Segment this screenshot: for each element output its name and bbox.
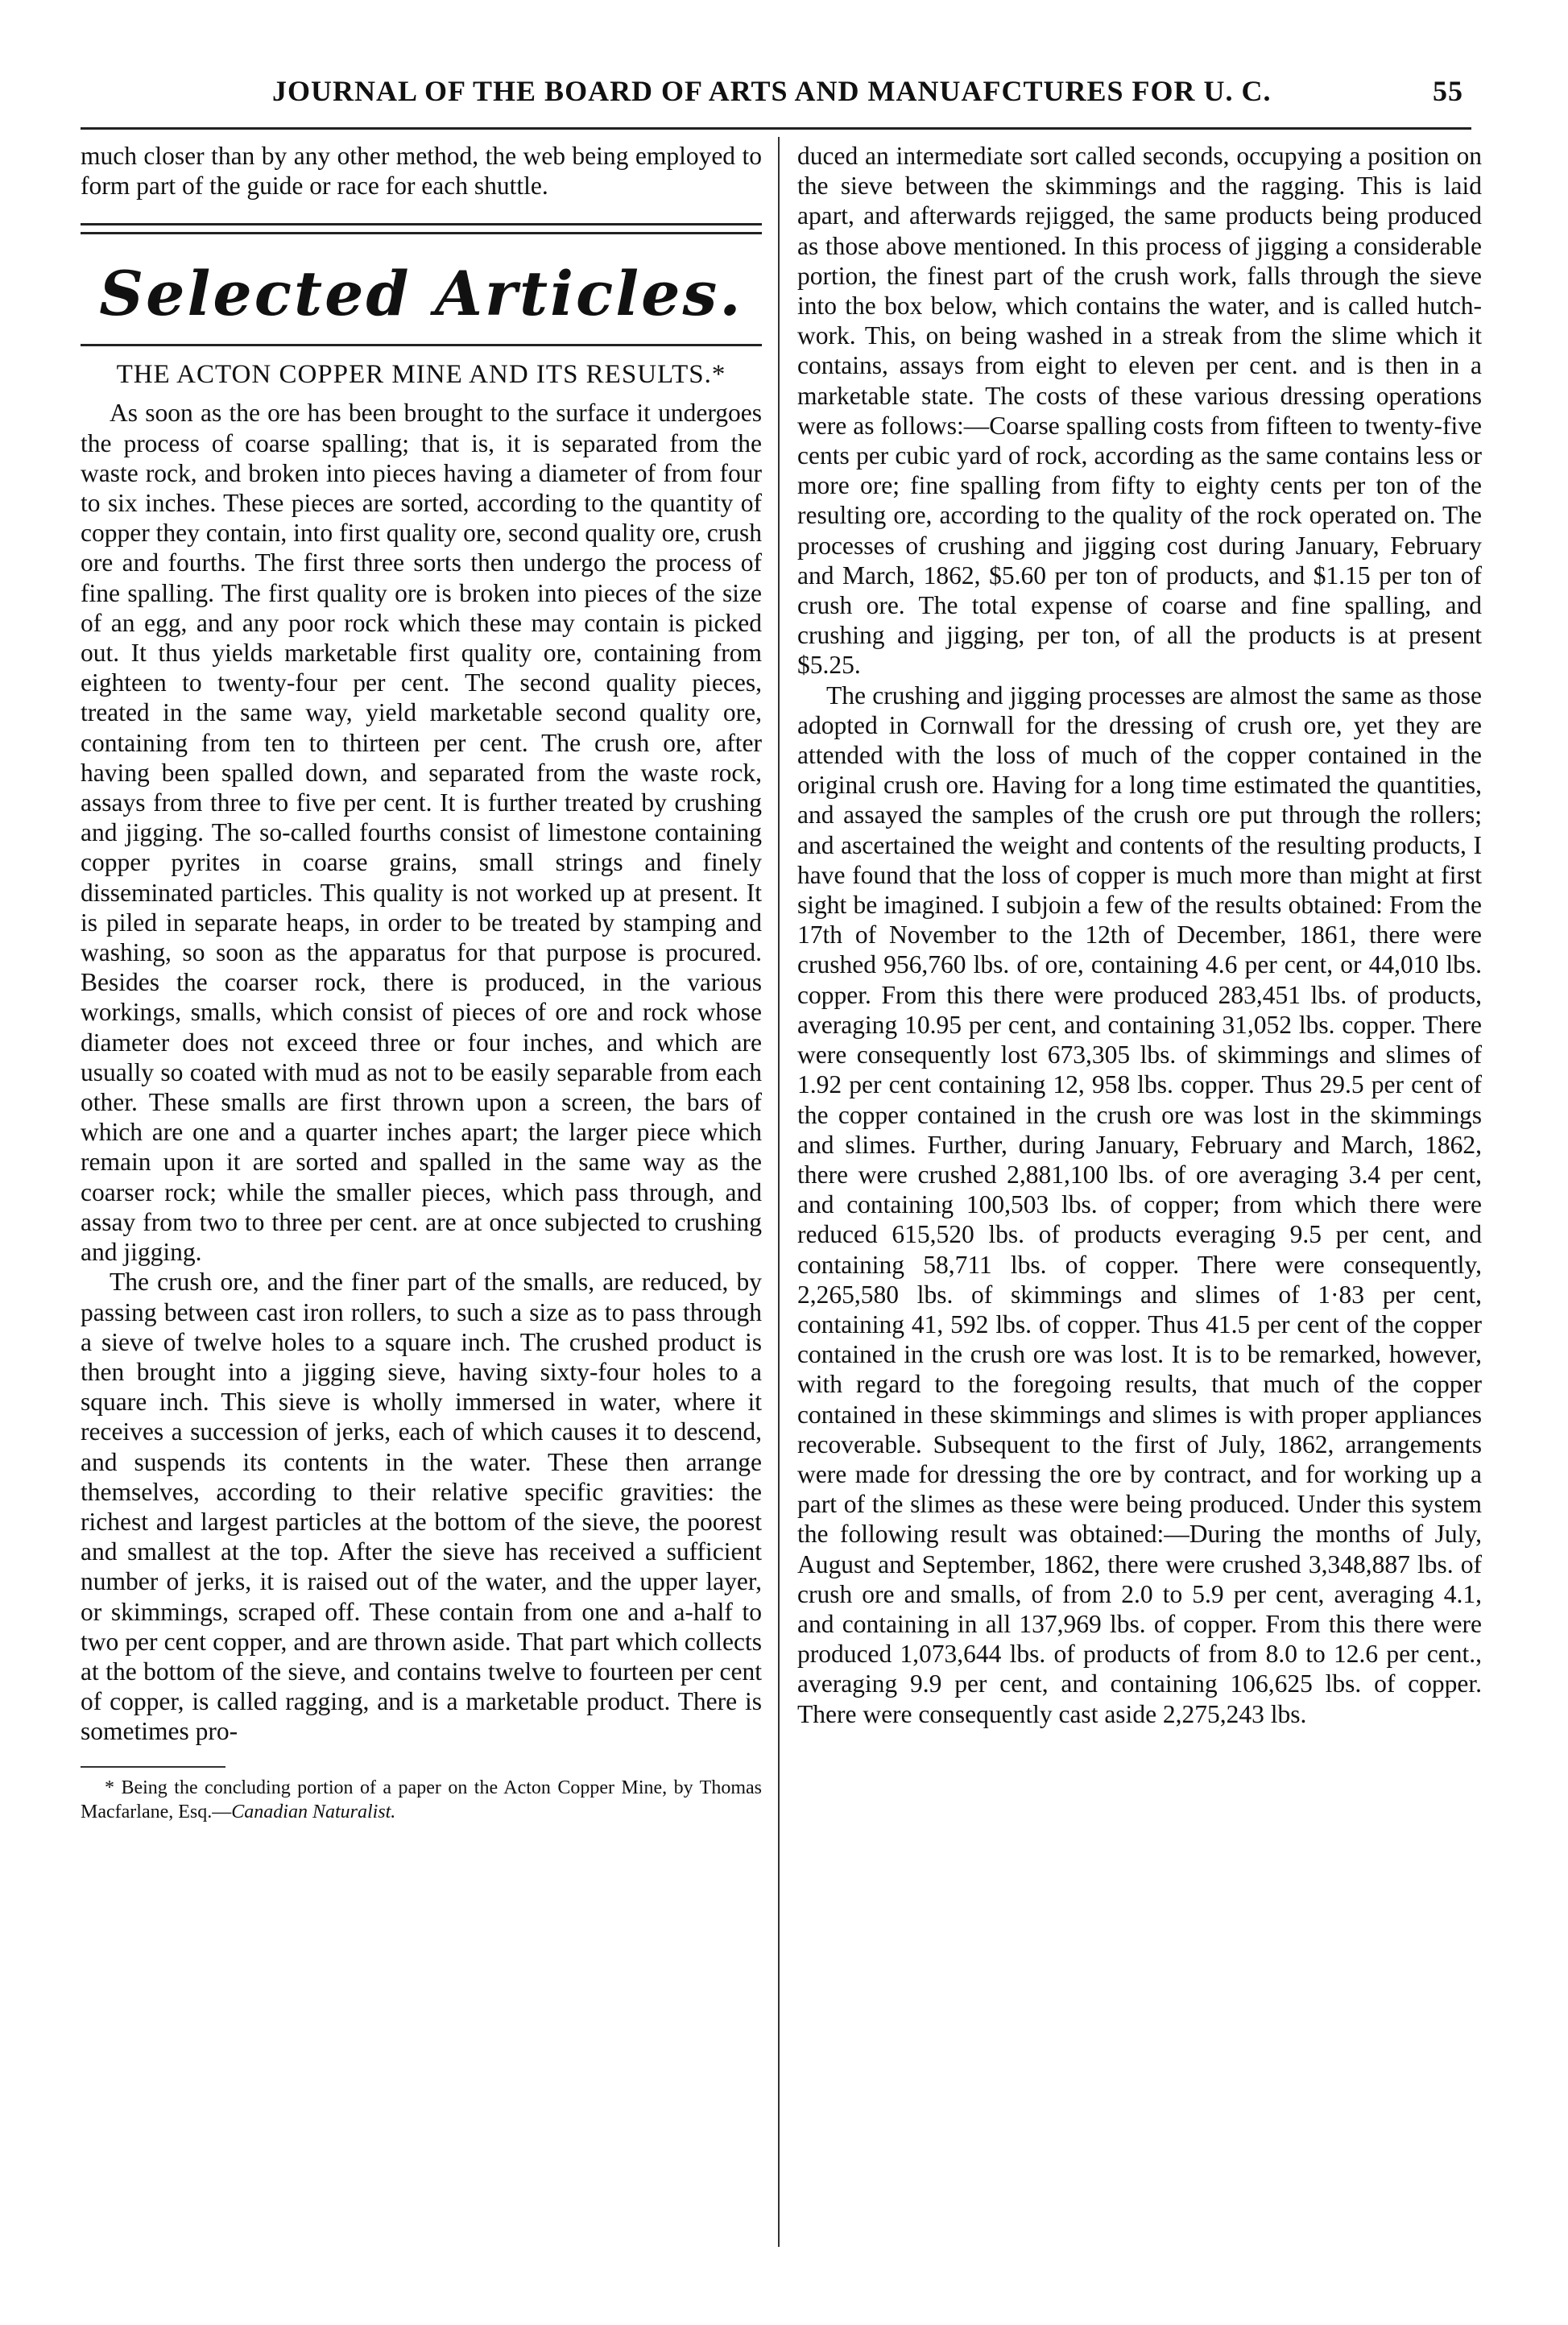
article-paragraph: The crushing and jigging processes are almost the same as those adopted in Cornwall for the dressing of crush ore, yet they are attended with the loss of much of the copper contained in the original crush ore. Having for a long time estimated the quantities, and assayed the samples of the crush ore put through the rollers; and ascertained the weight and contents of the resulting products, I have found that the loss of copper is much more than might at first sight be imagined. I subjoin a few of the results obtained: From the 17th of November to the 12th of December, 1861, there were crushed 956,760 lbs. of ore, containing 4.6 per cent, or 44,010 lbs. copper. From this there were produced 283,451 lbs. of products, averaging 10.95 per cent, and containing 31,052 lbs. copper. There were consequently lost 673,305 lbs. of skimmings and slimes of 1.92 per cent containing 12, 958 lbs. copper. Thus 29.5 per cent of the copper contained in the crush ore was lost in the skimmings and slimes. Further, during January, February and March, 1862, there were crushed 2,881,100 lbs. of ore averaging 3.4 per cent, and containing 100,503 lbs. of copper; from which there were reduced 615,520 lbs. of products everaging 9.5 per cent, and containing 58,711 lbs. of copper. There were consequently, 2,265,580 lbs. of skimmings and slimes of 1·83 per cent, containing 41, 592 lbs. of copper. Thus 41.5 per cent of the copper contained in the crush ore was lost. It is to be remarked, however, with regard to the foregoing results, that much of the copper contained in these skimmings and slimes is with proper appliances recoverable. Subsequent to the first of July, 1862, arrangements were made for dressing the ore by contract, and for working up a part of the slimes as these were being produced. Under this system the following result was obtained:—During the months of July, August and September, 1862, there were crushed 3,348,887 lbs. of crush ore and smalls, of from 2.0 to 5.9 per cent, averaging 4.1, and containing in all 137,969 lbs. of copper. From this there were produced 1,073,644 lbs. of products of from 8.0 to 12.6 per cent., averaging 9.9 per cent, and containing 106,625 lbs. of copper. There were consequently cast aside 2,275,243 lbs. bbox=[797, 681, 1482, 1728]
right-column bbox=[797, 141, 1482, 1729]
article-title: THE ACTON COPPER MINE AND ITS RESULTS.* bbox=[116, 360, 726, 390]
header-rule bbox=[81, 127, 1471, 130]
footnote-source: Canadian Naturalist. bbox=[231, 1801, 396, 1822]
footnote bbox=[81, 1776, 762, 1824]
running-header bbox=[87, 74, 1463, 122]
footnote-rule bbox=[81, 1766, 225, 1768]
section-divider bbox=[81, 223, 762, 234]
article-paragraph: As soon as the ore has been brought to the surface it undergoes the process of coarse spalling; that is, it is separated from the waste rock, and broken into pieces having a diameter of from four to six inches. These pieces are sorted, according to the quantity of copper they contain, into first quality ore, second quality ore, crush ore and fourths. The first three sorts then undergo the process of fine spalling. The first quality ore is broken into pieces of the size of an egg, and any poor rock which these may contain is picked out. It thus yields marketable first quality ore, containing from eighteen to twenty-four per cent. The second quality pieces, treated in the same way, yield marketable second quality ore, containing from ten to thirteen per cent. The crush ore, after having been spalled down, and separated from the waste rock, assays from three to five per cent. It is further treated by crushing and jigging. The so-called fourths consist of limestone containing copper pyrites in coarse grains, small strings and finely disseminated particles. This quality is not worked up at present. It is piled in separate heaps, in order to be treated by stamping and washing, so soon as the apparatus for that purpose is procured. Besides the coarser rock, there is produced, in the various workings, smalls, which consist of pieces of ore and rock whose diameter does not exceed three or four inches, and which are usually so coated with mud as not to be easily separable from each other. These smalls are first thrown upon a screen, the bars of which are one and a quarter inches apart; the larger piece which remain upon it are sorted and spalled in the same way as the coarser rock; while the smaller pieces, which pass through, and assay from two to three per cent. are at once subjected to crushing and jigging. bbox=[81, 399, 762, 1267]
section-heading: Selected Articles. bbox=[99, 258, 743, 330]
article-paragraph: The crush ore, and the finer part of the smalls, are reduced, by passing between cast iron rollers, to such a size as to pass through a sieve of twelve holes to a square inch. The crushed product is then brought into a jigging sieve, having sixty-four holes to a square inch. This sieve is wholly immersed in water, where it receives a succession of jerks, each of which causes it to descend, and suspends its contents in the water. These then arrange themselves, according to their relative specific gravities: the richest and largest particles at the bottom of the sieve, the poorest and smallest at the top. After the sieve has received a sufficient number of jerks, it is raised out of the water, and the upper layer, or skimmings, scraped off. These contain from one and a-half to two per cent copper, and are thrown aside. That part which collects at the bottom of the sieve, and contains twelve to fourteen per cent of copper, is called ragging, and is a marketable product. There is sometimes pro- bbox=[81, 1268, 762, 1746]
heading-rule bbox=[81, 344, 762, 346]
footnote-text: * Being the concluding portion of a paper on the Acton Copper Mine, by Thomas Macfarlane, Esq.— bbox=[81, 1777, 762, 1822]
continued-paragraph: much closer than by any other method, the web being employed to form part of the guide or race for each shuttle. bbox=[81, 142, 762, 201]
journal-title: JOURNAL OF THE BOARD OF ARTS AND MANUAFCTURES FOR U. C. bbox=[272, 75, 1272, 107]
article-paragraph: duced an intermediate sort called seconds, occupying a position on the sieve between the skimmings and the ragging. This is laid apart, and afterwards rejigged, the same products being produced as those above mentioned. In this process of jigging a considerable portion, the finest part of the crush work, falls through the sieve into the box below, which contains the water, and is called hutch-work. This, on being washed in a streak from the slime which it contains, assays from eight to eleven per cent. and is then in a marketable state. The costs of these various dressing operations were as follows:—Coarse spalling costs from fifteen to twenty-five cents per cubic yard of rock, according as the same contains less or more ore; fine spalling from fifty to eighty cents per ton of the resulting ore, according to the quality of the rock operated on. The processes of crushing and jigging cost during January, February and March, 1862, $5.60 per ton of products, and $1.15 per ton of crush ore. The total expense of coarse and fine spalling, and crushing and jigging, per ton, of all the products is at present $5.25. bbox=[797, 142, 1482, 680]
page-number: 55 bbox=[1433, 75, 1463, 107]
column-divider bbox=[778, 137, 780, 2247]
left-column bbox=[81, 141, 762, 1824]
